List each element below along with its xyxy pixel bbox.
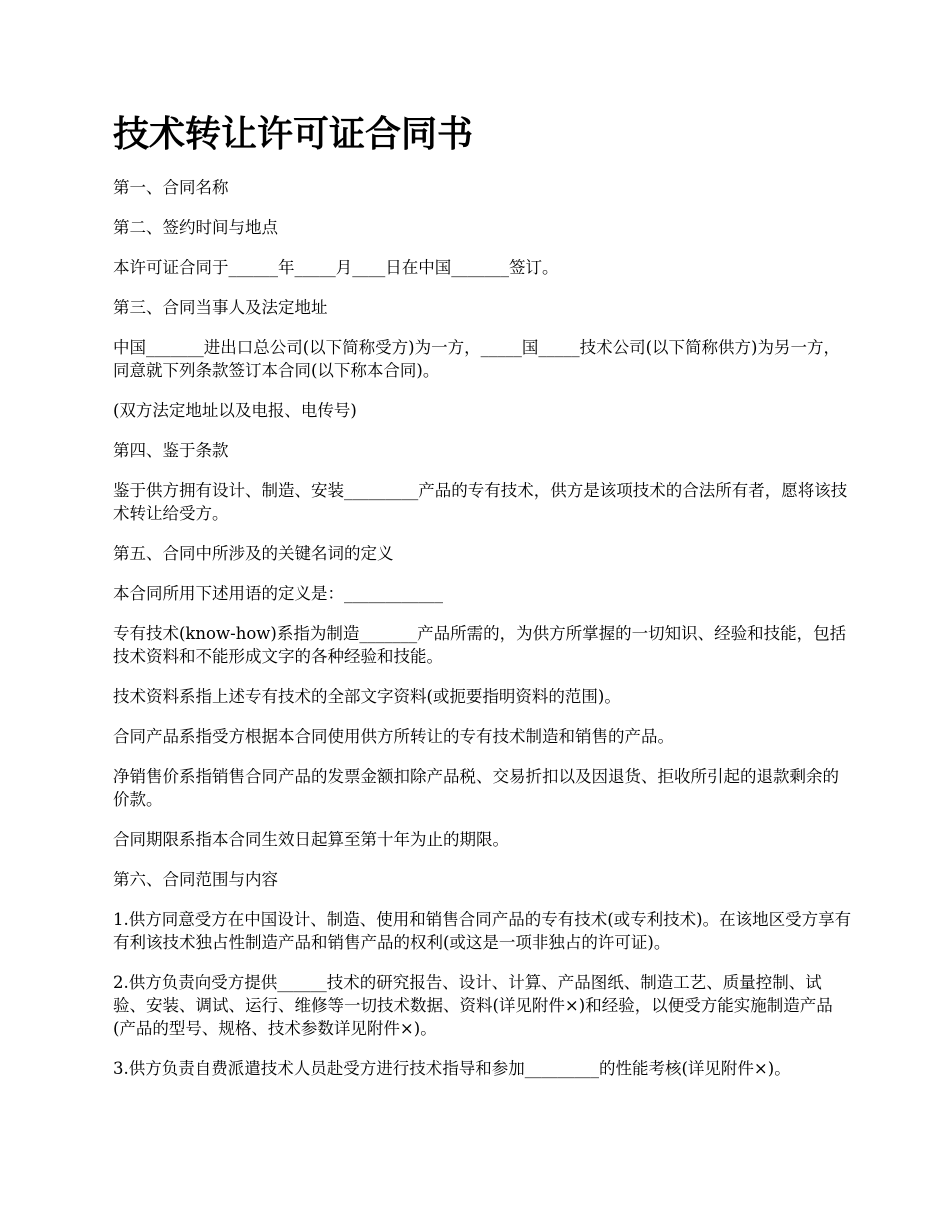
definition-net-selling-price: 净销售价系指销售合同产品的发票金额扣除产品税、交易折扣以及因退货、拒收所引起的退款剩余的价款。 — [113, 767, 839, 809]
clause-scope-2: 2.供方负责向受方提供______技术的研究报告、设计、计算、产品图纸、制造工艺、质量控制、试验、安装、调试、运行、维修等一切技术数据、资料(详见附件×)和经验，以便受方能实施制造产品(产品的型号、规格、技术参数详见附件×)。 — [113, 973, 833, 1038]
definition-contract-product: 合同产品系指受方根据本合同使用供方所转让的专有技术制造和销售的产品。 — [113, 727, 674, 746]
heading-definitions: 第五、合同中所涉及的关键名词的定义 — [113, 544, 394, 563]
clause-scope-3: 3.供方负责自费派遣技术人员赴受方进行技术指导和参加_________的性能考核(详见附件×)。 — [113, 1059, 791, 1078]
paragraph-addresses: (双方法定地址以及电报、电传号) — [113, 401, 357, 420]
clause-scope-1: 1.供方同意受方在中国设计、制造、使用和销售合同产品的专有技术(或专利技术)。在该地区受方享有有利该技术独占性制造产品和销售产品的权利(或这是一项非独占的许可证)。 — [113, 910, 852, 952]
paragraph-definitions-intro: 本合同所用下述用语的定义是：____________ — [113, 584, 443, 603]
heading-scope: 第六、合同范围与内容 — [113, 870, 278, 889]
heading-whereas: 第四、鉴于条款 — [113, 441, 229, 460]
heading-parties: 第三、合同当事人及法定地址 — [113, 298, 328, 317]
heading-contract-name: 第一、合同名称 — [113, 178, 229, 197]
definition-know-how: 专有技术(know-how)系指为制造_______产品所需的，为供方所掌握的一切知识、经验和技能，包括技术资料和不能形成文字的各种经验和技能。 — [113, 624, 847, 666]
paragraph-parties: 中国_______进出口总公司(以下简称受方)为一方，_____国_____技术公司(以下简称供方)为另一方，同意就下列条款签订本合同(以下称本合同)。 — [113, 338, 840, 380]
paragraph-whereas: 鉴于供方拥有设计、制造、安装_________产品的专有技术，供方是该项技术的合法所有者，愿将该技术转让给受方。 — [113, 481, 848, 523]
definition-technical-data: 技术资料系指上述专有技术的全部文字资料(或扼要指明资料的范围)。 — [113, 687, 621, 706]
heading-signing-time-place: 第二、签约时间与地点 — [113, 218, 278, 237]
paragraph-signing-date: 本许可证合同于______年_____月____日在中国_______签订。 — [113, 258, 559, 277]
document-title: 技术转让许可证合同书 — [113, 114, 474, 155]
definition-contract-term: 合同期限系指本合同生效日起算至第十年为止的期限。 — [113, 830, 509, 849]
document-body — [113, 176, 853, 1097]
